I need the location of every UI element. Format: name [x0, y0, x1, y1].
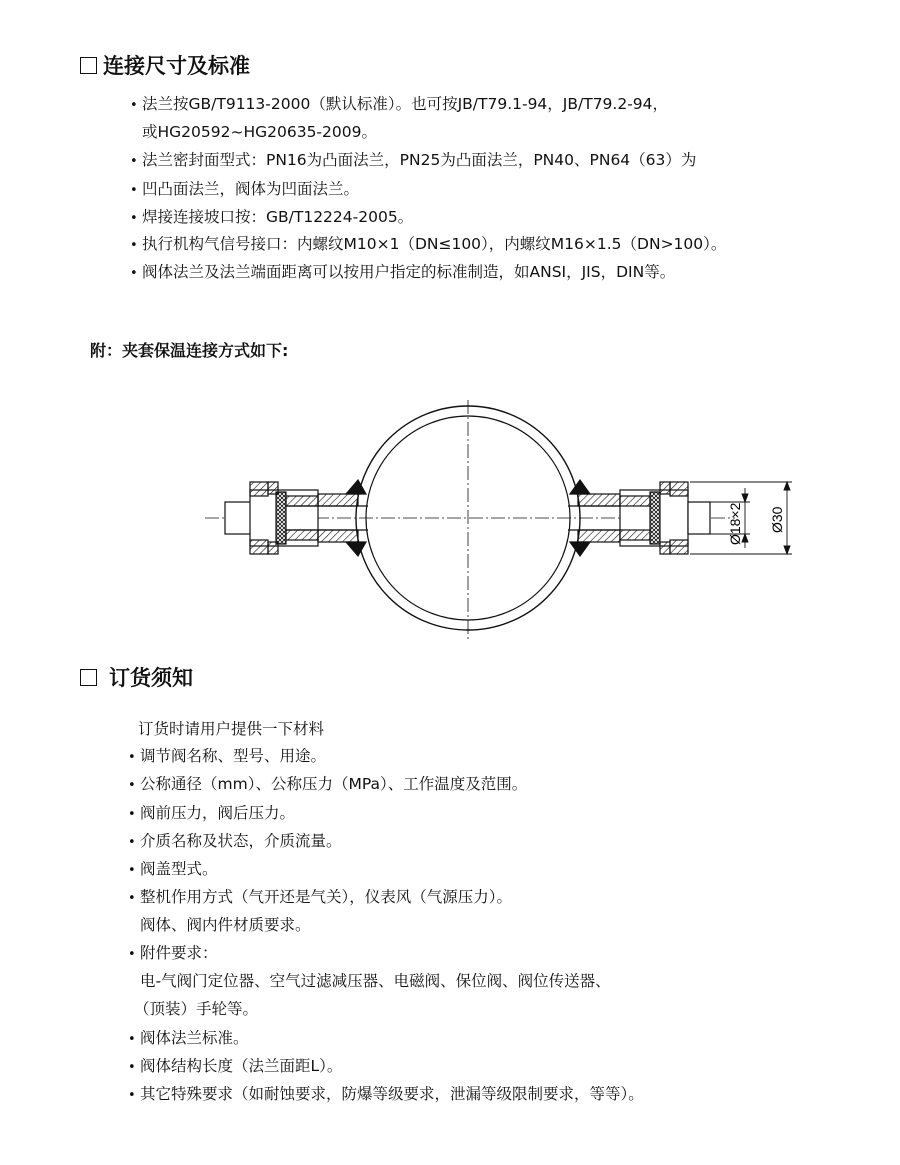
dimension-inner-label: Ø18×2	[727, 502, 743, 545]
bullet-icon: •	[130, 183, 138, 198]
bullet-icon: •	[130, 266, 138, 281]
checkbox-square-icon	[80, 669, 97, 686]
list-item: • 其它特殊要求（如耐蚀要求，防爆等级要求，泄漏等级限制要求，等等）。	[128, 1085, 644, 1103]
list-item: • 调节阀名称、型号、用途。	[128, 747, 327, 765]
list-item: • 整机作用方式（气开还是气关），仪表风（气源压力）。	[128, 888, 513, 906]
list-item: • 附件要求：	[128, 944, 218, 962]
list-item: • 阀体法兰及法兰端面距离可以按用户指定的标准制造，如ANSI，JIS，DIN等。	[130, 263, 676, 281]
list-item: • 介质名称及状态，介质流量。	[128, 832, 342, 850]
bullet-icon: •	[130, 211, 138, 226]
list-item-continuation: 或HG20592~HG20635-2009。	[142, 123, 377, 141]
bullet-icon: •	[128, 863, 136, 878]
section-title-text: 订货须知	[109, 666, 193, 690]
bullet-icon: •	[128, 947, 136, 962]
dimension-outer-label: Ø30	[769, 506, 785, 533]
list-item-continuation: 电-气阀门定位器、空气过滤减压器、电磁阀、保位阀、阀位传送器、	[140, 972, 611, 990]
list-item: • 焊接连接坡口按：GB/T12224-2005。	[130, 208, 414, 226]
list-item: • 法兰按GB/T9113-2000（默认标准）。也可按JB/T79.1-94，JB/T79.2-94，	[130, 95, 669, 113]
section-title-text: 连接尺寸及标准	[103, 54, 250, 78]
bullet-icon: •	[128, 1088, 136, 1103]
list-item: • 阀体结构长度（法兰面距L）。	[128, 1057, 343, 1075]
bullet-icon: •	[128, 891, 136, 906]
section-ordering-title	[80, 662, 193, 692]
jacket-note: 附：夹套保温连接方式如下:	[90, 341, 289, 360]
list-item: • 阀体法兰标准。	[128, 1029, 249, 1047]
bullet-icon: •	[128, 807, 136, 822]
list-item: • 公称通径（mm）、公称压力（MPa）、工作温度及范围。	[128, 775, 528, 793]
bullet-icon: •	[130, 98, 138, 113]
bullet-icon: •	[130, 154, 138, 169]
bullet-icon: •	[128, 1060, 136, 1075]
bullet-icon: •	[128, 778, 136, 793]
list-item: • 阀前压力，阀后压力。	[128, 804, 296, 822]
list-item: • 法兰密封面型式：PN16为凸面法兰，PN25为凸面法兰，PN40、PN64（63）为	[130, 151, 697, 169]
bullet-icon: •	[128, 835, 136, 850]
list-item-continuation: 阀体、阀内件材质要求。	[140, 916, 311, 934]
bullet-icon: •	[128, 750, 136, 765]
list-item: • 凹凸面法兰，阀体为凹面法兰。	[130, 180, 360, 198]
list-item: • 执行机构气信号接口：内螺纹M10×1（DN≤100），内螺纹M16×1.5（DN>100）。	[130, 235, 727, 253]
ordering-intro: 订货时请用户提供一下材料	[138, 720, 325, 738]
bullet-icon: •	[130, 238, 138, 253]
list-item: • 阀盖型式。	[128, 860, 218, 878]
bullet-icon: •	[128, 1032, 136, 1047]
list-item-continuation: （顶装）手轮等。	[134, 1000, 259, 1018]
